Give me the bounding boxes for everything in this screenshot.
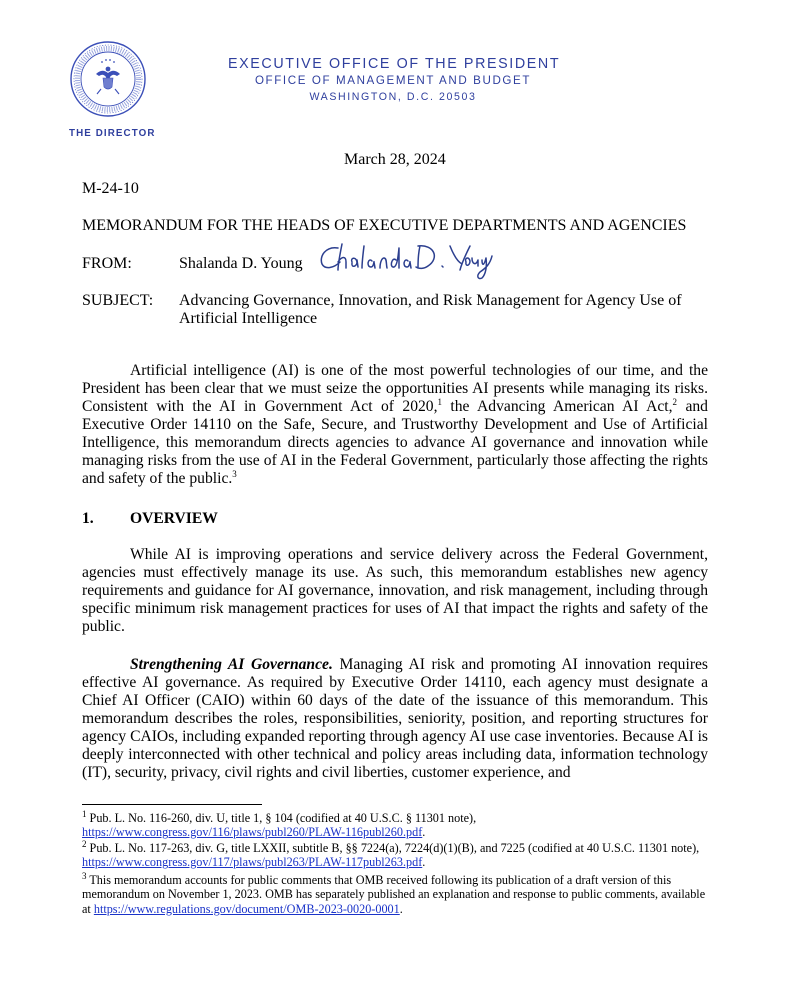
from-name: Shalanda D. Young [179, 255, 303, 272]
from-label: FROM: [82, 255, 132, 272]
intro-text-a: Artificial intelligence (AI) is one of the most powerful technologies of our time, and the President has been clear that we must seize the opportunities AI presents while managing its risks. Consistent with the AI in Government Act of 2020, [82, 362, 708, 415]
signature [316, 236, 494, 284]
footnote-2-number: 2 [82, 838, 87, 849]
letterhead-line-3: WASHINGTON, D.C. 20503 [309, 91, 477, 103]
subject-line-1: Advancing Governance, Innovation, and Risk Management for Agency Use of [179, 292, 682, 309]
overview-text: While AI is improving operations and service delivery across the Federal Government, agencies must effectively manage its use. As such, this memorandum establishes new agency requirements and guidance for AI governance, innovation, and risk management, including through specific minimum risk management practices for uses of AI that impact the rights and safety of the public. [82, 546, 708, 635]
footnote-separator [82, 804, 262, 805]
footnote-1 [82, 808, 708, 840]
presidential-seal [69, 40, 147, 118]
letterhead-line-1: EXECUTIVE OFFICE OF THE PRESIDENT [228, 56, 561, 72]
governance-paragraph [82, 656, 708, 782]
director-label: THE DIRECTOR [69, 128, 156, 139]
footnote-1-period: . [422, 825, 426, 840]
footnote-2-link[interactable]: https://www.congress.gov/117/plaws/publ263/PLAW-117publ263.pdf [82, 855, 423, 870]
footnote-3-link[interactable]: https://www.regulations.gov/document/OMB-2023-0020-0001 [93, 901, 400, 916]
footnote-ref-1[interactable]: 1 [437, 396, 442, 407]
footnote-ref-3[interactable]: 3 [232, 468, 237, 479]
letterhead-line-2: OFFICE OF MANAGEMENT AND BUDGET [254, 74, 532, 87]
memo-number: M-24-10 [82, 180, 139, 197]
footnote-3-text: This memorandum accounts for public comments that OMB received following its publication of a draft version of this memorandum on November 1, 2023. OMB has separately published an explanation and response to public comments, available at [82, 873, 706, 916]
footnote-1-number: 1 [82, 808, 87, 819]
intro-text-b: the Advancing American AI Act, [441, 398, 673, 415]
footnote-2-text: Pub. L. No. 117-263, div. G, title LXXII, subtitle B, §§ 7224(a), 7224(d)(1)(B), and 7225 (codified at 40 U.S.C. 11301 note), [89, 841, 700, 855]
footnote-3 [82, 870, 708, 916]
governance-text: Managing AI risk and promoting AI innovation requires effective AI governance. As required by Executive Order 14110, each agency must designate a Chief AI Officer (CAIO) within 60 days of the date of the issuance of this memorandum. This memorandum describes the roles, responsibilities, seniority, position, and reporting structures for agency CAIOs, including expanded reporting through agency AI use case inventories. Because AI is deeply interconnected with other technical and policy areas including data, information technology (IT), security, privacy, civil rights and civil liberties, customer experience, and [82, 656, 708, 781]
footnote-3-number: 3 [82, 870, 87, 881]
footnote-1-text: Pub. L. No. 116-260, div. U, title 1, § 104 (codified at 40 U.S.C. § 11301 note), [89, 811, 477, 825]
seal-graphic [69, 40, 147, 118]
signature-graphic [316, 236, 494, 284]
subject-label: SUBJECT: [82, 292, 154, 309]
intro-text-c: and Executive Order 14110 on the Safe, Secure, and Trustworthy Development and Use of Artificial Intelligence, this memorandum directs agencies to advance AI governance and innovation while managing risks from the use of AI in the Federal Government, particularly those affecting the rights and safety of the public. [82, 398, 708, 487]
footnote-2-period: . [422, 855, 426, 870]
memo-date: March 28, 2024 [344, 151, 446, 168]
governance-heading: Strengthening AI Governance. [130, 656, 333, 673]
section-title: OVERVIEW [130, 510, 218, 527]
footnote-1-link[interactable]: https://www.congress.gov/116/plaws/publ260/PLAW-116publ260.pdf [82, 825, 423, 840]
section-number: 1. [82, 510, 94, 527]
footnote-ref-2[interactable]: 2 [672, 396, 678, 407]
overview-paragraph [82, 546, 708, 636]
footnote-3-period: . [399, 901, 403, 916]
subject-line-2: Artificial Intelligence [179, 310, 318, 327]
footnote-2 [82, 838, 708, 870]
memo-addressee: MEMORANDUM FOR THE HEADS OF EXECUTIVE DEPARTMENTS AND AGENCIES [82, 217, 687, 234]
intro-paragraph [82, 362, 708, 488]
